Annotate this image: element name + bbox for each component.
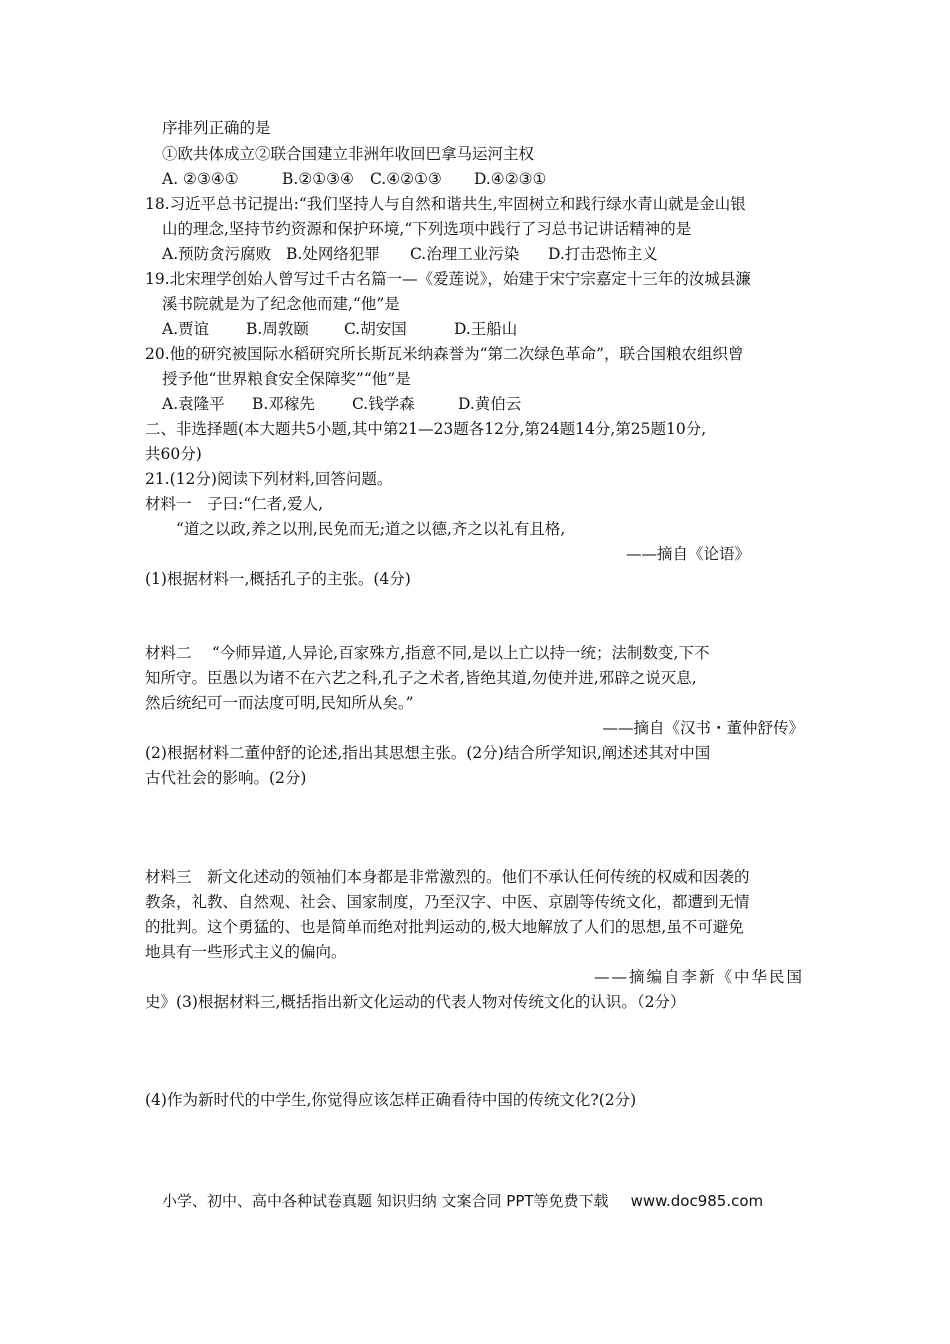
sub-question-3: 史》(3)根据材料三,概括指出新文化运动的代表人物对传统文化的认识。（2分） <box>145 993 686 1011</box>
material1-source: ——摘自《论语》 <box>625 545 750 563</box>
q17-events: ①欧共体成立②联合国建立非洲年收回巴拿马运河主权 <box>162 145 535 163</box>
q17-option-a: A. ②③④① <box>162 170 239 188</box>
q20-option-a: A.袁隆平 <box>162 395 225 413</box>
q20-line2: 授予他“世界粮食安全保障奖”“他”是 <box>162 370 411 388</box>
material3-line4: 地具有一些形式主义的偏向。 <box>145 943 347 961</box>
sub-question-2-line1: (2)根据材料二董仲舒的论述,指出其思想主张。(2分)结合所学知识,阐述述其对中国 <box>145 744 711 762</box>
q18-option-b: B.处网络犯罪 <box>286 245 380 263</box>
q19-options <box>162 319 517 339</box>
q17-options <box>162 169 546 189</box>
sub-question-4: (4)作为新时代的中学生,你觉得应该怎样正确看待中国的传统文化?(2分) <box>145 1091 637 1109</box>
q17-option-b: B.②①③④ <box>282 170 354 188</box>
material3-line2: 教条，礼教、自然观、社会、国家制度，乃至汉字、中医、京剧等传统文化，都遭到无情 <box>145 893 750 911</box>
q18-option-d: D.打击恐怖主义 <box>548 245 658 263</box>
material3-source: ——摘编自李新《中华民国 <box>593 968 804 986</box>
q17-option-c: C.④②①③ <box>370 170 442 188</box>
q18-option-a: A.预防贪污腐败 <box>162 245 272 263</box>
q20-option-b: B.邓稼先 <box>252 395 315 413</box>
sub-question-2-line2: 古代社会的影响。(2分) <box>145 769 307 787</box>
q17-option-d: D.④②③① <box>474 170 547 188</box>
material3-line3: 的批判。这个勇猛的、也是简单而绝对批判运动的,极大地解放了人们的思想,虽不可避免 <box>145 918 744 936</box>
footer-url[interactable]: www.doc985.com <box>630 1192 764 1210</box>
q19-line2: 溪书院就是为了纪念他而建,“他”是 <box>162 295 400 313</box>
material2-line3: 然后统纪可一而法度可明,民知所从矣。” <box>145 694 414 712</box>
page-footer <box>162 1190 763 1211</box>
q19-line1: 19.北宋理学创始人曾写过千古名篇一—《爱莲说》，始建于宋宁宗嘉定十三年的汝城县濂 <box>145 270 751 288</box>
q20-option-c: C.钱学森 <box>352 395 415 413</box>
q19-option-d: D.王船山 <box>454 320 518 338</box>
q18-line1: 18.习近平总书记提出:“我们坚持人与自然和谐共生,牢固树立和践行绿水青山就是金山银 <box>145 195 746 213</box>
q19-option-a: A.贾谊 <box>162 320 210 338</box>
section2-heading: 二、非选择题(本大题共5小题,其中第21—23题各12分,第24题14分,第25题10分, <box>145 420 707 438</box>
material1-line2: “道之以政,养之以刑,民免而无;道之以德,齐之以礼有且格, <box>176 520 566 538</box>
material2-line2: 知所守。臣愚以为诸不在六艺之科,孔子之术者,皆绝其道,勿使并进,邪辟之说灭息, <box>145 669 697 687</box>
q20-options <box>162 394 521 414</box>
q18-line2: 山的理念,坚持节约资源和保护环境,“下列选项中践行了习总书记讲话精神的是 <box>162 220 692 238</box>
q20-line1: 20.他的研究被国际水稻研究所长斯瓦米纳森誉为“第二次绿色革命”，联合国粮农组织曾 <box>145 345 744 363</box>
q18-option-c: C.治理工业污染 <box>410 245 520 263</box>
material3-line1: 材料三 新文化述动的领袖们本身都是非常激烈的。他们不承认任何传统的权威和因袭的 <box>145 868 750 886</box>
q19-option-c: C.胡安国 <box>344 320 407 338</box>
q19-option-b: B.周敦颐 <box>246 320 309 338</box>
q20-option-d: D.黄伯云 <box>458 395 522 413</box>
sub-question-1: (1)根据材料一,概括孔子的主张。(4分) <box>145 570 411 588</box>
footer-text: 小学、初中、高中各种试卷真题 知识归纳 文案合同 PPT等免费下载 <box>162 1192 609 1210</box>
material2-source: ——摘自《汉书・董仲舒传》 <box>602 719 804 737</box>
material2-line1: 材料二 “今师异道,人异论,百家殊方,指意不同,是以上亡以持一统；法制数变,下不 <box>145 644 710 662</box>
q17-continuation: 序排列正确的是 <box>162 119 271 137</box>
q18-options <box>162 244 658 264</box>
section2-heading-cont: 共60分) <box>145 445 202 463</box>
q21-intro: 21.(12分)阅读下列材料,回答问题。 <box>145 470 393 488</box>
material1-line1: 材料一 子曰:“仁者,爱人, <box>145 495 324 513</box>
